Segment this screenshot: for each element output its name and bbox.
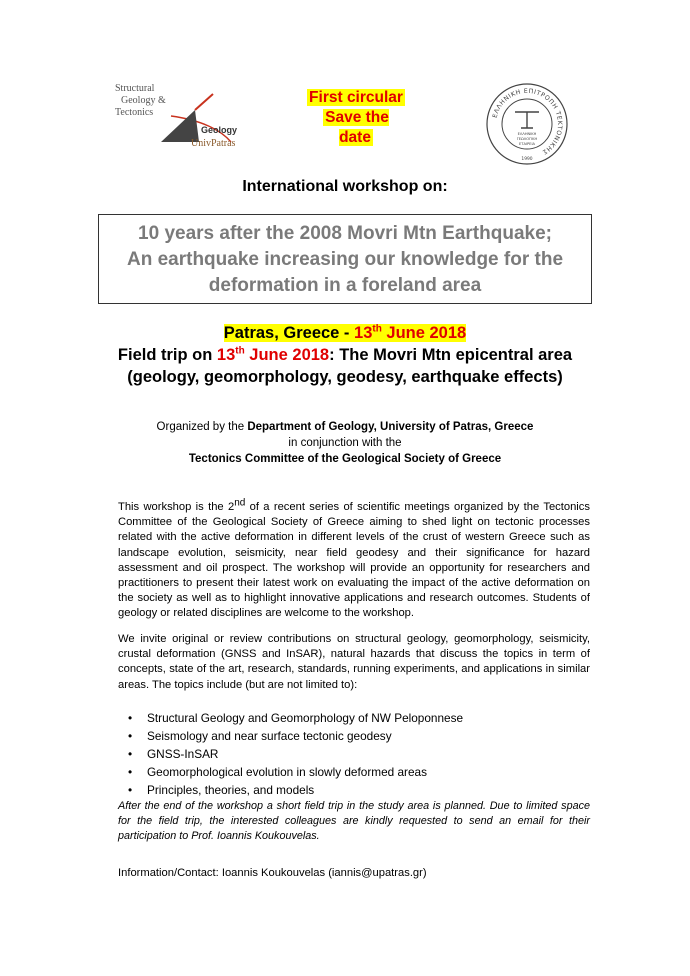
topic-text: Geomorphological evolution in slowly deformed areas [147, 765, 427, 779]
topic-text: GNSS-InSAR [147, 747, 219, 761]
field-trip-line-1 [0, 344, 690, 366]
field-trip-date [217, 346, 329, 364]
workshop-title-box [98, 214, 592, 304]
field-trip-prefix: Field trip on [117, 346, 217, 364]
topic-text: Principles, theories, and models [147, 783, 315, 797]
field-trip-month-year: June 2018 [244, 346, 330, 364]
bullet-icon: • [128, 711, 133, 725]
bullet-icon: • [128, 729, 133, 743]
logo-fault-line-icon [195, 94, 213, 110]
list-item [128, 709, 568, 727]
field-trip-rest: : The Movri Mtn epicentral area [329, 346, 573, 364]
p1-rest: of a recent series of scientific meetings organized by the Tectonics Committee of the Geological Society of Greece aiming to shed light on tectonic processes related with the active deformation in different levels of the crust of western Greece such as landscape evolution, seismicity, near field geodesy and their significance for hazard assessment and oil prospect. The workshop will provide an opportunity for researchers and practitioners to present their latest work on evaluating the impact of the active deformation on the society as well as to highlight innovative applications and research outcomes. Students of geology or related disciplines are welcome to the workshop. [118, 501, 590, 620]
seal-inner-line2: ΓΕΩΛΟΓΙΚΗ [516, 137, 538, 141]
logo-graphic [113, 80, 273, 150]
organizer-department: Department of Geology, University of Patras, Greece [247, 421, 534, 433]
seal-ring-textpath: ΕΛΛΗΝΙΚΗ ΕΠΙΤΡΟΠΗ ΤΕΚΤΟΝΙΚΗΣ [491, 87, 564, 156]
p1-sup: nd [234, 497, 246, 509]
field-trip-info [0, 344, 690, 388]
field-trip-day-suffix: th [235, 345, 245, 357]
list-item [128, 727, 568, 745]
field-trip-note: After the end of the workshop a short field trip in the study area is planned. Due to limited space for the field trip, the interested colleagues are kindly requested to send an email for their participation to Prof. Ioannis Koukouvelas. [118, 800, 590, 842]
p1-start: This workshop is the 2 [118, 501, 235, 513]
seal-inner-line3: ΕΤΑΙΡΕΙΑ [519, 142, 535, 146]
title-line-3: deformation in a foreland area [208, 275, 482, 296]
workshop-description-paragraph [118, 497, 590, 622]
topics-list [128, 709, 568, 799]
logo-text-structural: Structural [115, 83, 155, 94]
first-circular-label [306, 88, 406, 148]
organizer-committee-line [0, 451, 690, 467]
structural-geology-logo [113, 80, 273, 150]
logo-text-geology-word: Geology [201, 125, 238, 135]
organizer-prefix: Organized by the [156, 421, 248, 433]
call-for-contributions-paragraph: We invite original or review contributions on structural geology, geomorphology, seismicity, crustal deformation (GNSS and InSAR), natural hazards that discuss the topics in term of concepts, state of the art, research, standards, running experiments, and applications in similar areas. The topics include (but are not limited to): [118, 633, 590, 691]
seal-graphic [485, 82, 569, 166]
title-line-2: An earthquake increasing our knowledge for the [126, 249, 564, 270]
location-place: Patras, Greece - [223, 324, 355, 342]
tectonics-committee-seal [485, 82, 569, 166]
list-item [128, 763, 568, 781]
organizer-committee: Tectonics Committee of the Geological Society of Greece [188, 453, 502, 465]
topic-text: Seismology and near surface tectonic geodesy [147, 729, 392, 743]
list-item [128, 745, 568, 763]
organizer-block [0, 419, 690, 467]
list-item [128, 781, 568, 799]
first-circular-text: First circular [309, 89, 403, 106]
seal-hammer-icon [515, 112, 539, 128]
seal-inner-line1: ΕΛΛΗΝΙΚΗ [517, 132, 537, 136]
workshop-intro: International workshop on: [242, 178, 448, 195]
topic-text: Structural Geology and Geomorphology of NW Peloponnese [147, 711, 464, 725]
field-trip-day: 13 [216, 346, 236, 364]
workshop-location-date [0, 322, 690, 344]
location-day-number: 13 [354, 324, 373, 342]
logo-text-univpatras: UnivPatras [191, 138, 236, 149]
save-the-date-text: Save the date [325, 109, 389, 146]
location-highlight [224, 324, 466, 342]
seal-year: 1990 [521, 157, 533, 162]
bullet-icon: • [128, 765, 133, 779]
contact-information: Information/Contact: Ioannis Koukouvelas (iannis@upatras.gr) [118, 867, 427, 879]
bullet-icon: • [128, 783, 133, 797]
bullet-icon: • [128, 747, 133, 761]
organizer-conjunction: in conjunction with the [288, 437, 402, 449]
logo-text-tectonics: Tectonics [115, 107, 154, 118]
field-trip-line-2: (geology, geomorphology, geodesy, earthquake effects) [127, 368, 563, 386]
location-day-suffix: th [372, 323, 382, 335]
logo-text-geology: Geology & [121, 95, 166, 106]
location-month-year: June 2018 [381, 324, 467, 342]
title-line-1: 10 years after the 2008 Movri Mtn Earthquake; [138, 223, 552, 244]
organizer-line-1 [0, 419, 690, 435]
location-day [354, 324, 466, 342]
